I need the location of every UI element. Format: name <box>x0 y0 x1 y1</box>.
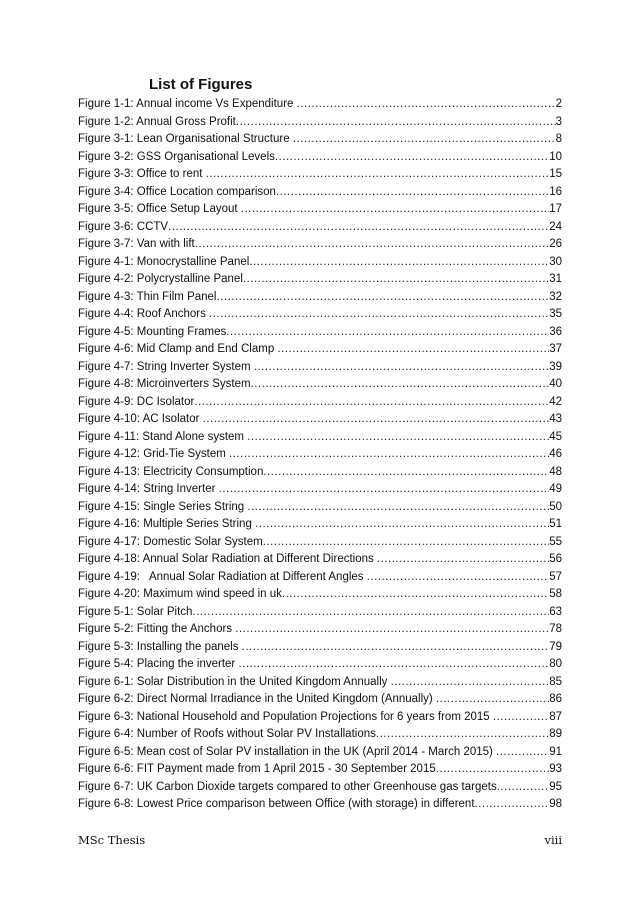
toc-entry-label: Figure 3-2: GSS Organisational Levels <box>78 150 275 163</box>
toc-entry-label: Figure 6-3: National Household and Population Projections for 6 years from 2015 <box>78 710 493 723</box>
toc-entry[interactable] <box>78 96 562 114</box>
toc-entry-label: Figure 3-7: Van with lift <box>78 238 195 250</box>
toc-dot-leader <box>235 621 549 639</box>
toc-entry-label: Figure 4-1: Monocrystalline Panel <box>78 255 250 268</box>
toc-entry-page: 42 <box>549 395 562 408</box>
toc-dot-leader <box>238 656 549 674</box>
toc-entry[interactable] <box>78 411 562 429</box>
toc-entry-page: 24 <box>549 220 562 233</box>
toc-entry[interactable] <box>78 674 562 692</box>
toc-dot-leader <box>391 674 550 692</box>
toc-entry-page: 43 <box>549 413 562 425</box>
toc-dot-leader <box>236 114 556 132</box>
toc-dot-leader <box>194 394 549 412</box>
toc-dot-leader <box>475 796 550 814</box>
toc-entry-label: Figure 4-9: DC Isolator <box>78 395 195 408</box>
toc-entry-label: Figure 3-1: Lean Organisational Structure <box>78 133 293 145</box>
toc-entry-label: Figure 4-2: Polycrystalline Panel <box>78 273 243 285</box>
toc-entry-page: 98 <box>549 798 562 810</box>
toc-dot-leader <box>436 691 549 709</box>
footer-page-number: viii <box>544 833 562 847</box>
toc-entry-label: Figure 6-1: Solar Distribution in the United Kingdom Annually <box>78 675 391 688</box>
toc-entry-page: 89 <box>549 728 562 740</box>
toc-entry-page: 58 <box>549 588 562 600</box>
toc-entry-label: Figure 4-8: Microinverters System <box>78 378 251 390</box>
toc-entry[interactable] <box>78 761 562 779</box>
toc-entry[interactable] <box>78 201 562 219</box>
toc-entry-page: 57 <box>549 570 562 583</box>
toc-entry-page: 30 <box>549 255 562 268</box>
toc-dot-leader <box>195 236 549 254</box>
toc-dot-leader <box>192 604 549 622</box>
toc-entry-label: Figure 4-5: Mounting Frames <box>78 325 227 338</box>
toc-entry-label: Figure 4-16: Multiple Series String <box>78 518 256 530</box>
toc-entry[interactable] <box>78 551 562 569</box>
toc-entry[interactable] <box>78 184 562 202</box>
toc-entry[interactable] <box>78 621 562 639</box>
toc-entry-label: Figure 5-3: Installing the panels <box>78 640 242 653</box>
toc-dot-leader <box>293 131 556 149</box>
toc-entry-page: 56 <box>549 553 562 565</box>
toc-entry-page: 78 <box>549 623 562 635</box>
toc-entry-page: 79 <box>549 640 562 653</box>
toc-entry-label: Figure 3-3: Office to rent <box>78 168 206 180</box>
toc-entry-page: 46 <box>549 448 562 460</box>
toc-dot-leader <box>249 254 549 272</box>
toc-entry[interactable] <box>78 446 562 464</box>
toc-entry-page: 26 <box>549 238 562 250</box>
toc-entry-page: 31 <box>549 273 562 285</box>
toc-entry-label: Figure 6-5: Mean cost of Solar PV installation in the UK (April 2014 - March 2015) <box>78 745 497 758</box>
toc-entry-page: 91 <box>549 745 562 758</box>
toc-entry-label: Figure 4-11: Stand Alone system <box>78 430 248 443</box>
toc-entry[interactable] <box>78 586 562 604</box>
toc-entry[interactable] <box>78 516 562 534</box>
toc-dot-leader <box>254 359 549 377</box>
toc-entry[interactable] <box>78 709 562 727</box>
toc-entry[interactable] <box>78 534 562 552</box>
toc-entry-page: 39 <box>549 360 562 373</box>
toc-entry[interactable] <box>78 429 562 447</box>
toc-entry-label: Figure 4-20: Maximum wind speed in uk <box>78 588 282 600</box>
toc-entry-page: 87 <box>549 710 562 723</box>
toc-entry-label: Figure 4-13: Electricity Consumption <box>78 465 264 478</box>
toc-entry-label: Figure 4-12: Grid-Tie System <box>78 448 230 460</box>
toc-dot-leader <box>229 446 549 464</box>
toc-dot-leader <box>297 96 556 114</box>
toc-dot-leader <box>216 289 549 307</box>
toc-entry-label: Figure 6-4: Number of Roofs without Solar PV Installations <box>78 728 376 740</box>
toc-dot-leader <box>255 516 549 534</box>
toc-entry[interactable] <box>78 131 562 149</box>
toc-entry-label: Figure 5-1: Solar Pitch <box>78 605 193 618</box>
toc-dot-leader <box>168 219 549 237</box>
toc-entry[interactable] <box>78 481 562 499</box>
toc-dot-leader <box>277 341 549 359</box>
toc-entry-page: 49 <box>549 483 562 495</box>
toc-entry[interactable] <box>78 324 562 342</box>
toc-entry-label: Figure 4-17: Domestic Solar System <box>78 535 263 548</box>
toc-entry-label: Figure 4-3: Thin Film Panel <box>78 290 217 303</box>
toc-dot-leader <box>497 779 550 797</box>
toc-entry-page: 40 <box>549 378 562 390</box>
toc-entry-label: Figure 3-6: CCTV <box>78 220 169 233</box>
toc-entry-page: 32 <box>549 290 562 303</box>
toc-entry[interactable] <box>78 464 562 482</box>
toc-entry[interactable] <box>78 744 562 762</box>
toc-entry[interactable] <box>78 114 562 132</box>
toc-entry-label: Figure 3-4: Office Location comparison <box>78 185 276 198</box>
toc-entry-page: 80 <box>549 658 562 670</box>
toc-dot-leader <box>203 411 550 429</box>
toc-entry[interactable] <box>78 376 562 394</box>
toc-dot-leader <box>496 744 549 762</box>
toc-dot-leader <box>247 499 549 517</box>
toc-dot-leader <box>209 306 549 324</box>
toc-entry[interactable] <box>78 639 562 657</box>
toc-dot-leader <box>263 464 549 482</box>
toc-entry[interactable] <box>78 289 562 307</box>
toc-entry-page: 48 <box>549 465 562 478</box>
toc-entry[interactable] <box>78 359 562 377</box>
footer-thesis-label: MSc Thesis <box>78 833 146 847</box>
toc-entry[interactable] <box>78 796 562 814</box>
toc-entry-label: Figure 6-7: UK Carbon Dioxide targets compared to other Greenhouse gas targets <box>78 780 497 793</box>
toc-dot-leader <box>263 534 550 552</box>
toc-entry-label: Figure 5-4: Placing the inverter <box>78 658 239 670</box>
toc-entry-page: 2 <box>555 98 562 110</box>
toc-dot-leader <box>241 201 549 219</box>
toc-entry[interactable] <box>78 656 562 674</box>
toc-entry[interactable] <box>78 271 562 289</box>
page-title: List of Figures <box>149 76 253 93</box>
toc-entry-page: 15 <box>549 168 562 180</box>
toc-dot-leader <box>275 149 549 167</box>
toc-entry[interactable] <box>78 219 562 237</box>
toc-entry-page: 95 <box>549 780 562 793</box>
toc-dot-leader <box>251 376 550 394</box>
toc-entry-page: 17 <box>549 203 562 215</box>
toc-entry-label: Figure 4-19: Annual Solar Radiation at Different Angles <box>78 570 367 583</box>
toc-entry[interactable] <box>78 166 562 184</box>
toc-entry[interactable] <box>78 726 562 744</box>
toc-entry-label: Figure 6-6: FIT Payment made from 1 April 2015 - 30 September 2015 <box>78 763 436 775</box>
toc-entry-page: 86 <box>549 693 562 705</box>
toc-dot-leader <box>367 569 549 587</box>
toc-entry[interactable] <box>78 499 562 517</box>
toc-entry-label: Figure 5-2: Fitting the Anchors <box>78 623 236 635</box>
toc-entry[interactable] <box>78 149 562 167</box>
toc-dot-leader <box>436 761 549 779</box>
toc-entry-label: Figure 4-10: AC Isolator <box>78 413 203 425</box>
toc-entry-page: 10 <box>549 150 562 163</box>
toc-entry-page: 35 <box>549 308 562 320</box>
toc-entry-label: Figure 4-14: String Inverter <box>78 483 219 495</box>
toc-entry[interactable] <box>78 604 562 622</box>
toc-entry-page: 45 <box>549 430 562 443</box>
toc-dot-leader <box>377 551 549 569</box>
toc-entry-page: 37 <box>549 343 562 355</box>
toc-entry-page: 50 <box>549 500 562 513</box>
list-of-figures <box>78 96 562 814</box>
toc-entry-page: 55 <box>549 535 562 548</box>
toc-entry-label: Figure 1-2: Annual Gross Profit <box>78 115 236 128</box>
toc-dot-leader <box>282 586 549 604</box>
toc-entry[interactable] <box>78 254 562 272</box>
toc-entry-page: 63 <box>549 605 562 618</box>
toc-entry[interactable] <box>78 306 562 324</box>
toc-entry-page: 93 <box>549 763 562 775</box>
toc-entry-label: Figure 3-5: Office Setup Layout <box>78 203 241 215</box>
toc-dot-leader <box>226 324 549 342</box>
toc-entry-page: 85 <box>549 675 562 688</box>
toc-dot-leader <box>219 481 550 499</box>
toc-entry-page: 36 <box>549 325 562 338</box>
toc-dot-leader <box>376 726 549 744</box>
toc-entry-label: Figure 1-1: Annual income Vs Expenditure <box>78 98 297 110</box>
toc-entry-label: Figure 6-2: Direct Normal Irradiance in the United Kingdom (Annually) <box>78 693 436 705</box>
toc-dot-leader <box>247 429 549 447</box>
toc-entry-label: Figure 4-15: Single Series String <box>78 500 248 513</box>
toc-entry-page: 51 <box>549 518 562 530</box>
toc-dot-leader <box>243 271 549 289</box>
toc-entry[interactable] <box>78 779 562 797</box>
toc-entry[interactable] <box>78 569 562 587</box>
toc-entry-label: Figure 4-7: String Inverter System <box>78 360 254 373</box>
toc-dot-leader <box>493 709 549 727</box>
toc-entry-label: Figure 6-8: Lowest Price comparison between Office (with storage) in different <box>78 798 475 810</box>
toc-entry-label: Figure 4-18: Annual Solar Radiation at Different Directions <box>78 553 377 565</box>
toc-dot-leader <box>242 639 550 657</box>
toc-dot-leader <box>206 166 550 184</box>
toc-entry-label: Figure 4-6: Mid Clamp and End Clamp <box>78 343 278 355</box>
toc-entry-page: 3 <box>555 115 562 128</box>
toc-entry[interactable] <box>78 691 562 709</box>
toc-entry[interactable] <box>78 341 562 359</box>
toc-entry[interactable] <box>78 394 562 412</box>
toc-entry-label: Figure 4-4: Roof Anchors <box>78 308 210 320</box>
toc-entry-page: 8 <box>555 133 562 145</box>
toc-entry-page: 16 <box>549 185 562 198</box>
toc-entry[interactable] <box>78 236 562 254</box>
toc-dot-leader <box>276 184 549 202</box>
